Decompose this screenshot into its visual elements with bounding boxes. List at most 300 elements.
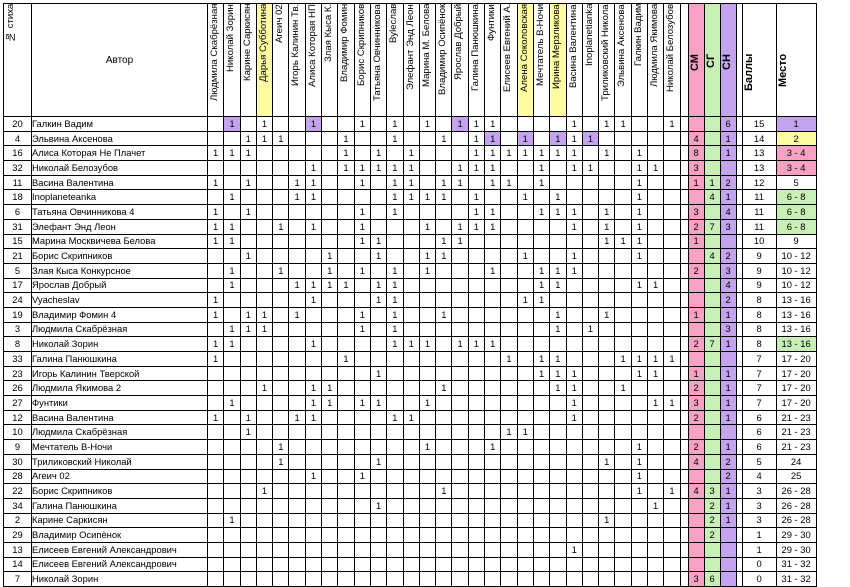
vote-cell: 1	[648, 352, 664, 367]
entry-number: 3	[4, 322, 32, 337]
vote-cell	[240, 117, 256, 132]
entry-author: Николай Зорин	[32, 337, 208, 352]
entry-author: Васина Валентина	[32, 410, 208, 425]
vote-cell: 1	[354, 396, 370, 411]
vote-cell	[370, 484, 386, 499]
vote-cell	[322, 469, 338, 484]
points-cell: 12	[742, 175, 776, 190]
entry-number: 26	[4, 381, 32, 396]
vote-cell	[485, 484, 501, 499]
vote-cell	[664, 293, 680, 308]
column-header-judge: Игорь Калинин Тв.	[289, 4, 305, 117]
vote-cell	[354, 249, 370, 264]
sn-cell: 3	[720, 263, 736, 278]
vote-cell: 1	[256, 322, 272, 337]
vote-cell	[322, 190, 338, 205]
vote-cell	[322, 337, 338, 352]
sn-cell: 3	[720, 219, 736, 234]
vote-cell: 1	[533, 278, 549, 293]
column-header-judge: Вуlеслав	[387, 4, 403, 117]
vote-cell: 1	[354, 307, 370, 322]
vote-cell: 1	[566, 410, 582, 425]
vote-cell	[468, 572, 484, 587]
column-header-judge: Карине Саркисян	[240, 4, 256, 117]
vote-cell	[322, 484, 338, 499]
entry-author: Людмила Якимова 2	[32, 381, 208, 396]
vote-cell	[566, 322, 582, 337]
vote-cell: 1	[240, 307, 256, 322]
vote-cell	[305, 263, 321, 278]
vote-cell: 1	[631, 190, 647, 205]
vote-cell	[370, 557, 386, 572]
vote-cell	[452, 278, 468, 293]
vote-cell	[240, 396, 256, 411]
vote-cell: 1	[240, 425, 256, 440]
vote-cell	[256, 205, 272, 220]
vote-cell	[354, 131, 370, 146]
vote-cell	[550, 469, 566, 484]
vote-cell: 1	[208, 175, 224, 190]
vote-cell: 1	[419, 337, 435, 352]
column-header-judge: Борис Скрипников	[354, 4, 370, 117]
vote-cell	[615, 513, 631, 528]
sg-cell: 6	[704, 572, 720, 587]
vote-cell: 1	[403, 146, 419, 161]
vote-cell	[403, 440, 419, 455]
vote-cell	[273, 322, 289, 337]
vote-cell: 1	[387, 205, 403, 220]
place-cell: 17 - 20	[776, 366, 816, 381]
vote-cell	[517, 454, 533, 469]
vote-cell	[452, 293, 468, 308]
sm-cell	[688, 469, 704, 484]
vote-cell	[208, 131, 224, 146]
vote-cell	[566, 425, 582, 440]
sn-cell: 1	[720, 131, 736, 146]
vote-cell	[289, 117, 305, 132]
vote-cell	[648, 146, 664, 161]
column-header-judge: Дарья Субботина	[256, 4, 272, 117]
sm-cell: 4	[688, 454, 704, 469]
vote-cell	[485, 557, 501, 572]
sg-cell	[704, 557, 720, 572]
vote-cell	[582, 366, 598, 381]
vote-cell	[208, 161, 224, 176]
vote-cell	[338, 440, 354, 455]
sg-cell	[704, 131, 720, 146]
vote-cell	[648, 381, 664, 396]
sg-cell	[704, 293, 720, 308]
vote-cell	[403, 234, 419, 249]
table-row	[4, 381, 817, 396]
vote-cell: 1	[387, 190, 403, 205]
vote-cell	[533, 117, 549, 132]
vote-cell: 1	[485, 161, 501, 176]
vote-cell: 1	[517, 425, 533, 440]
table-row	[4, 352, 817, 367]
vote-cell	[256, 161, 272, 176]
sn-cell	[720, 557, 736, 572]
vote-cell	[533, 190, 549, 205]
vote-cell	[501, 322, 517, 337]
vote-cell	[550, 498, 566, 513]
sg-cell: 3	[704, 484, 720, 499]
sg-cell	[704, 278, 720, 293]
column-header-judge: Алена Соколовская	[517, 4, 533, 117]
table-row	[4, 484, 817, 499]
vote-cell	[322, 440, 338, 455]
vote-cell	[550, 219, 566, 234]
column-header-judge: Эльвина Аксенова	[615, 4, 631, 117]
sm-cell: 4	[688, 484, 704, 499]
vote-cell	[468, 528, 484, 543]
vote-cell	[256, 293, 272, 308]
vote-cell	[452, 396, 468, 411]
vote-cell: 1	[354, 322, 370, 337]
column-gap	[680, 381, 688, 396]
table-row	[4, 249, 817, 264]
vote-cell: 1	[533, 366, 549, 381]
vote-cell: 1	[240, 175, 256, 190]
vote-cell	[599, 572, 615, 587]
vote-cell	[208, 117, 224, 132]
vote-cell	[387, 454, 403, 469]
vote-cell: 1	[485, 175, 501, 190]
vote-cell: 1	[436, 381, 452, 396]
vote-cell: 1	[289, 307, 305, 322]
sm-cell	[688, 513, 704, 528]
vote-cell	[485, 396, 501, 411]
vote-cell: 1	[273, 440, 289, 455]
vote-cell	[664, 557, 680, 572]
vote-cell	[387, 557, 403, 572]
vote-cell	[419, 557, 435, 572]
sn-cell: 1	[720, 381, 736, 396]
vote-cell: 1	[240, 131, 256, 146]
points-cell: 11	[742, 205, 776, 220]
vote-cell: 1	[599, 513, 615, 528]
vote-cell: 1	[468, 337, 484, 352]
vote-cell	[517, 513, 533, 528]
vote-cell	[533, 440, 549, 455]
vote-cell	[354, 381, 370, 396]
entry-author: Марина Москвичева Белова	[32, 234, 208, 249]
column-gap	[680, 249, 688, 264]
vote-cell: 1	[566, 219, 582, 234]
vote-cell	[338, 117, 354, 132]
vote-cell	[289, 146, 305, 161]
place-cell: 26 - 28	[776, 484, 816, 499]
vote-cell	[485, 498, 501, 513]
vote-cell	[387, 513, 403, 528]
vote-cell	[322, 572, 338, 587]
vote-cell	[517, 528, 533, 543]
vote-cell: 1	[533, 293, 549, 308]
vote-cell	[517, 322, 533, 337]
vote-cell	[566, 454, 582, 469]
entry-author: Алиса Которая Не Плачет	[32, 146, 208, 161]
vote-cell	[517, 440, 533, 455]
vote-cell	[631, 572, 647, 587]
vote-cell: 1	[485, 337, 501, 352]
vote-cell	[533, 469, 549, 484]
vote-cell	[240, 352, 256, 367]
vote-cell	[370, 528, 386, 543]
vote-cell	[452, 425, 468, 440]
vote-cell	[533, 307, 549, 322]
sg-cell: 7	[704, 219, 720, 234]
vote-cell	[517, 542, 533, 557]
entry-author: Людмила Скабрёзная	[32, 322, 208, 337]
vote-cell	[403, 572, 419, 587]
vote-cell: 1	[631, 440, 647, 455]
vote-cell	[208, 542, 224, 557]
vote-cell	[566, 352, 582, 367]
vote-cell: 1	[305, 278, 321, 293]
entry-author: Васина Валентина	[32, 175, 208, 190]
vote-cell	[256, 396, 272, 411]
vote-cell	[452, 307, 468, 322]
vote-cell	[240, 234, 256, 249]
vote-cell	[452, 205, 468, 220]
sn-cell: 4	[720, 205, 736, 220]
vote-cell	[452, 542, 468, 557]
sm-cell: 2	[688, 410, 704, 425]
vote-cell	[599, 263, 615, 278]
vote-cell	[648, 572, 664, 587]
vote-cell	[599, 440, 615, 455]
vote-cell	[566, 440, 582, 455]
vote-cell	[256, 454, 272, 469]
column-header-judge: Владимир Фомин	[338, 4, 354, 117]
vote-cell	[436, 454, 452, 469]
vote-cell	[273, 307, 289, 322]
vote-cell	[273, 205, 289, 220]
column-header-judge: Владимир Осипёнок	[436, 4, 452, 117]
vote-cell	[387, 219, 403, 234]
vote-cell	[436, 410, 452, 425]
vote-cell	[468, 249, 484, 264]
table-row	[4, 161, 817, 176]
vote-cell: 1	[550, 146, 566, 161]
column-header-judge: Галкин Вадим	[631, 4, 647, 117]
vote-cell	[240, 381, 256, 396]
vote-cell	[615, 263, 631, 278]
vote-cell	[582, 249, 598, 264]
entry-number: 10	[4, 425, 32, 440]
vote-cell	[615, 440, 631, 455]
sg-cell: 2	[704, 528, 720, 543]
vote-cell	[240, 263, 256, 278]
place-cell: 31 - 32	[776, 557, 816, 572]
entry-author: Николай Зорин	[32, 572, 208, 587]
vote-cell: 1	[566, 396, 582, 411]
vote-cell	[273, 542, 289, 557]
vote-cell	[550, 425, 566, 440]
vote-cell	[289, 234, 305, 249]
vote-cell	[550, 572, 566, 587]
table-row	[4, 322, 817, 337]
vote-cell: 1	[550, 278, 566, 293]
vote-cell	[208, 322, 224, 337]
vote-cell	[322, 205, 338, 220]
sg-cell	[704, 542, 720, 557]
vote-cell	[240, 161, 256, 176]
vote-cell: 1	[631, 484, 647, 499]
column-gap	[680, 513, 688, 528]
vote-cell	[582, 205, 598, 220]
vote-cell	[664, 205, 680, 220]
vote-cell	[305, 498, 321, 513]
place-cell: 21 - 23	[776, 425, 816, 440]
vote-cell	[501, 293, 517, 308]
sn-cell: 1	[720, 190, 736, 205]
vote-cell: 1	[403, 175, 419, 190]
table-row	[4, 513, 817, 528]
vote-cell	[631, 117, 647, 132]
vote-cell: 1	[208, 146, 224, 161]
vote-cell	[631, 322, 647, 337]
vote-cell	[599, 352, 615, 367]
entry-number: 8	[4, 337, 32, 352]
vote-cell	[664, 234, 680, 249]
vote-cell	[403, 131, 419, 146]
vote-cell	[599, 175, 615, 190]
vote-cell	[566, 528, 582, 543]
vote-cell	[648, 117, 664, 132]
vote-cell	[224, 366, 240, 381]
vote-cell	[631, 381, 647, 396]
vote-cell	[501, 117, 517, 132]
vote-cell	[338, 175, 354, 190]
column-gap	[680, 528, 688, 543]
vote-cell: 1	[436, 307, 452, 322]
vote-cell: 1	[403, 190, 419, 205]
vote-cell	[615, 572, 631, 587]
place-cell: 6 - 8	[776, 205, 816, 220]
vote-cell	[208, 498, 224, 513]
vote-cell	[256, 249, 272, 264]
vote-cell: 1	[354, 205, 370, 220]
vote-cell	[224, 307, 240, 322]
vote-cell	[485, 249, 501, 264]
vote-cell	[419, 528, 435, 543]
vote-cell: 1	[664, 396, 680, 411]
entry-author: Vyacheslav	[32, 293, 208, 308]
vote-cell	[289, 469, 305, 484]
vote-cell	[664, 161, 680, 176]
sg-cell	[704, 234, 720, 249]
vote-cell	[648, 190, 664, 205]
vote-cell	[648, 440, 664, 455]
vote-cell: 1	[370, 454, 386, 469]
vote-cell	[354, 366, 370, 381]
vote-cell	[289, 528, 305, 543]
vote-cell	[664, 410, 680, 425]
sm-cell: 1	[688, 366, 704, 381]
vote-cell	[387, 146, 403, 161]
vote-cell: 1	[599, 205, 615, 220]
vote-cell	[501, 440, 517, 455]
vote-cell: 1	[370, 161, 386, 176]
vote-cell	[631, 263, 647, 278]
vote-cell	[338, 219, 354, 234]
vote-cell: 1	[582, 322, 598, 337]
place-cell: 5	[776, 175, 816, 190]
vote-cell	[370, 425, 386, 440]
vote-cell	[582, 234, 598, 249]
table-row	[4, 410, 817, 425]
vote-cell	[338, 322, 354, 337]
vote-cell	[370, 117, 386, 132]
vote-cell	[273, 425, 289, 440]
vote-cell	[436, 396, 452, 411]
vote-cell	[648, 513, 664, 528]
column-gap	[680, 366, 688, 381]
column-header-sm: СМ	[688, 4, 704, 117]
vote-cell	[533, 219, 549, 234]
vote-cell: 1	[256, 484, 272, 499]
column-header-judge: Триликовский Никола	[599, 4, 615, 117]
vote-cell	[208, 396, 224, 411]
vote-cell: 1	[631, 234, 647, 249]
vote-cell	[338, 557, 354, 572]
vote-cell	[436, 337, 452, 352]
vote-cell	[387, 469, 403, 484]
table-row	[4, 366, 817, 381]
vote-cell	[533, 410, 549, 425]
vote-cell	[403, 425, 419, 440]
vote-cell: 1	[566, 146, 582, 161]
sm-cell: 2	[688, 381, 704, 396]
vote-cell	[322, 352, 338, 367]
vote-cell: 1	[582, 161, 598, 176]
sn-cell: 1	[720, 337, 736, 352]
place-cell: 13 - 16	[776, 337, 816, 352]
vote-cell	[419, 234, 435, 249]
vote-cell	[582, 572, 598, 587]
vote-cell	[403, 263, 419, 278]
vote-cell	[517, 117, 533, 132]
vote-cell	[485, 190, 501, 205]
vote-cell	[582, 557, 598, 572]
vote-cell: 1	[615, 352, 631, 367]
sg-cell	[704, 322, 720, 337]
vote-cell	[256, 557, 272, 572]
vote-cell	[664, 175, 680, 190]
vote-cell: 1	[305, 219, 321, 234]
vote-cell	[468, 454, 484, 469]
vote-cell: 1	[338, 131, 354, 146]
entry-number: 15	[4, 234, 32, 249]
vote-cell	[208, 557, 224, 572]
vote-cell: 1	[436, 234, 452, 249]
table-row	[4, 307, 817, 322]
place-cell: 10 - 12	[776, 278, 816, 293]
vote-cell: 1	[208, 352, 224, 367]
vote-cell	[208, 572, 224, 587]
vote-cell: 1	[208, 234, 224, 249]
vote-cell: 1	[468, 219, 484, 234]
table-row	[4, 205, 817, 220]
vote-cell	[648, 484, 664, 499]
vote-cell	[599, 366, 615, 381]
vote-cell	[354, 440, 370, 455]
vote-cell	[452, 131, 468, 146]
vote-cell	[224, 528, 240, 543]
vote-cell: 1	[256, 381, 272, 396]
vote-cell: 1	[289, 410, 305, 425]
